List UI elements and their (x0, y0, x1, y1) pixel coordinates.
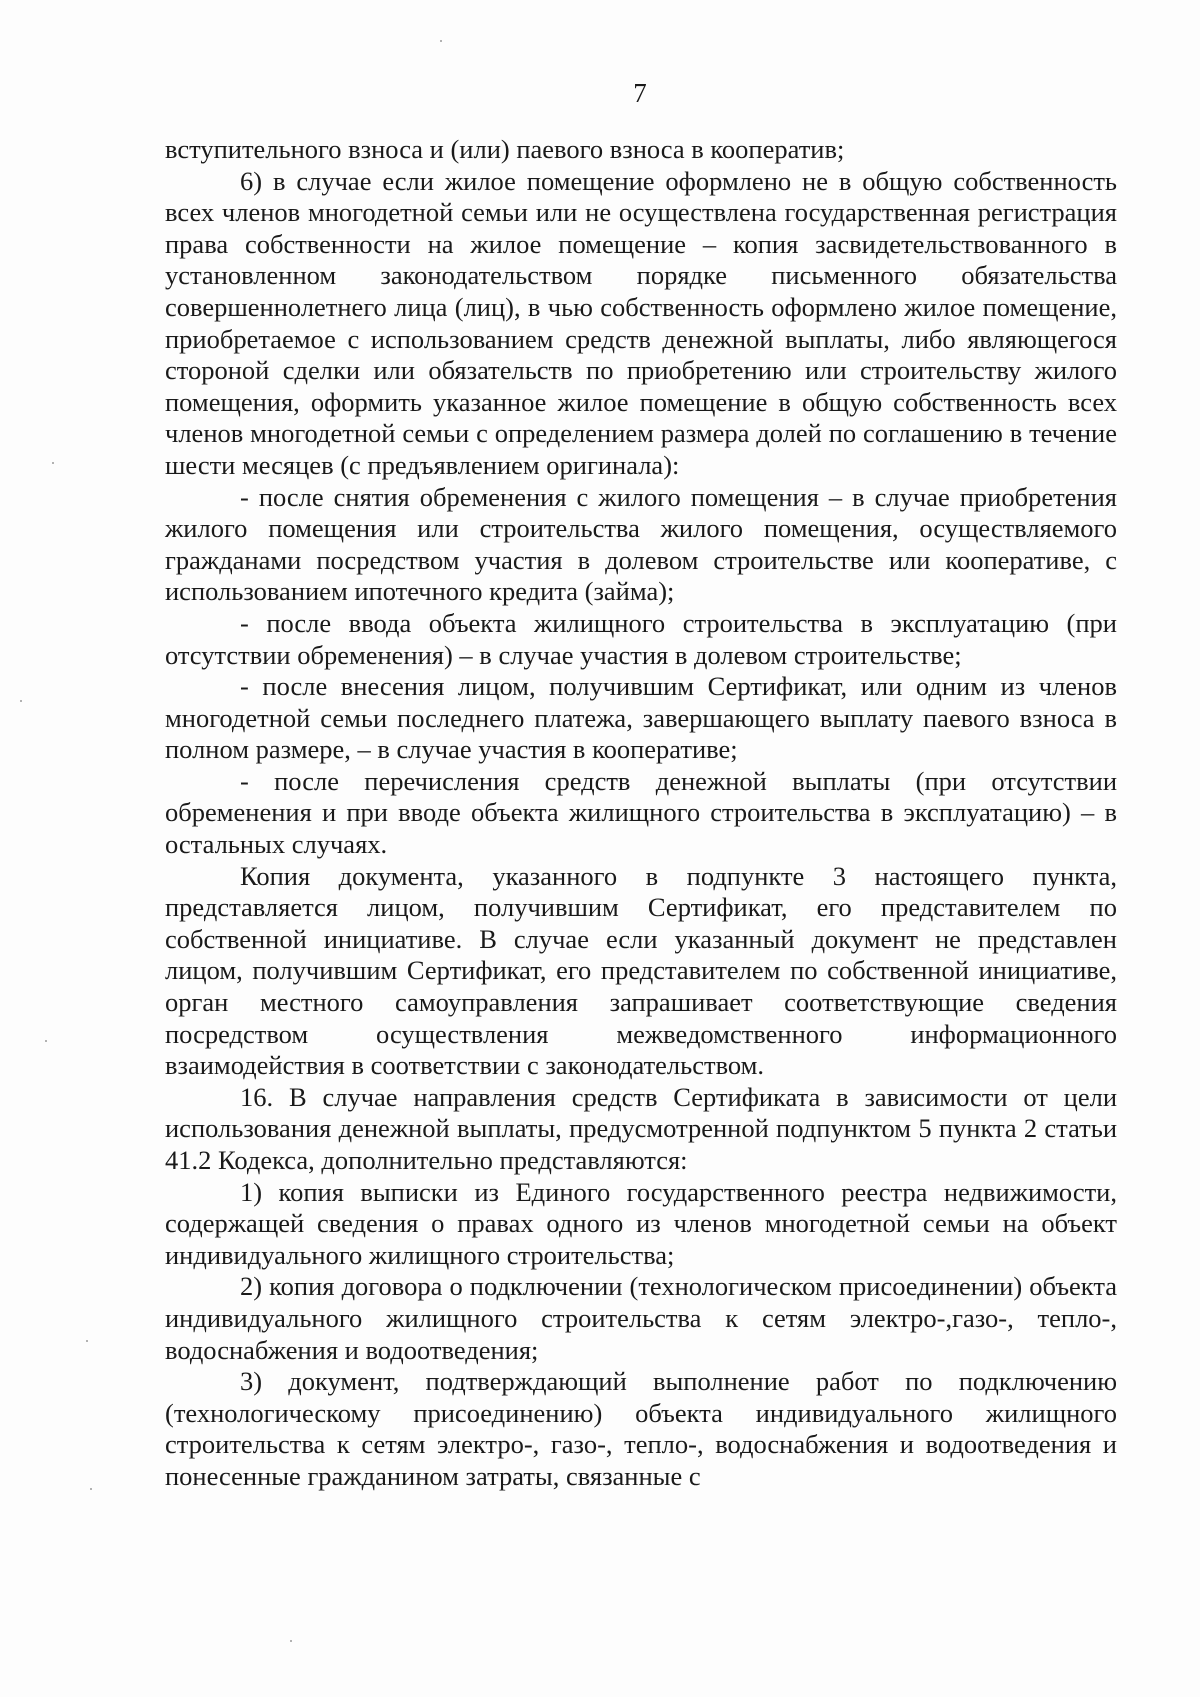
scan-speck (20, 700, 22, 702)
paragraph-item-2: 2) копия договора о подключении (технологическом присоединении) объекта индивидуального жилищного строительства к сетям электро-,газо-, тепло-, водоснабжения и водоотведения; (165, 1271, 1117, 1365)
scan-speck (52, 462, 54, 464)
paragraph-dash-other: - после перечисления средств денежной выплаты (при отсутствии обременения и при вводе объекта жилищного строительства в эксплуатацию) – в остальных случаях. (165, 765, 1117, 860)
scan-speck (45, 1040, 47, 1042)
document-body (165, 134, 1117, 1493)
scan-speck (90, 1488, 92, 1490)
paragraph-dash-cooperative: - после внесения лицом, получившим Сертификат, или одним из членов многодетной семьи последнего платежа, завершающего выплату паевого взноса в полном размере, – в случае участия в кооперативе; (165, 671, 1117, 765)
paragraph-section-16: 16. В случае направления средств Сертификата в зависимости от цели использования денежной выплаты, предусмотренной подпунктом 5 пункта 2 статьи 41.2 Кодекса, дополнительно представляются: (165, 1081, 1117, 1175)
paragraph-dash-mortgage: - после снятия обременения с жилого помещения – в случае приобретения жилого помещения или строительства жилого помещения, осуществляемого гражданами посредством участия в долевом строительстве или кооперативе, с использованием ипотечного кредита (займа); (165, 481, 1117, 607)
paragraph-dash-commissioning: - после ввода объекта жилищного строительства в эксплуатацию (при отсутствии обременения) – в случае участия в долевом строительстве; (165, 607, 1117, 670)
page-number: 7 (633, 78, 647, 108)
scan-speck (290, 1640, 292, 1642)
scan-speck (440, 40, 442, 42)
paragraph-item-3: 3) документ, подтверждающий выполнение работ по подключению (технологическому присоединению) объекта индивидуального жилищного строительства к сетям электро-, газо-, тепло-, водоснабжения и водоотведения и понесенные гражданином затраты, связанные с (165, 1366, 1117, 1491)
paragraph-item-6: 6) в случае если жилое помещение оформлено не в общую собственность всех членов многодетной семьи или не осуществлена государственная регистрация права собственности на жилое помещение – копия засвидетельствованного в установленном законодательством порядке письменного обязательства совершеннолетнего лица (лиц), в чью собственность оформлено жилое помещение, приобретаемое с использованием средств денежной выплаты, либо являющегося стороной сделки или обязательств по приобретению или строительству жилого помещения, оформить указанное жилое помещение в общую собственность всех членов многодетной семьи с определением размера долей по соглашению в течение шести месяцев (с предъявлением оригинала): (165, 165, 1117, 480)
paragraph-item-1: 1) копия выписки из Единого государственного реестра недвижимости, содержащей сведения о правах одного из членов многодетной семьи на объект индивидуального жилищного строительства; (165, 1176, 1117, 1270)
paragraph-document-copy: Копия документа, указанного в подпункте 3 настоящего пункта, представляется лицом, получившим Сертификат, его представителем по собственной инициативе. В случае если указанный документ не представлен лицом, получившим Сертификат, его представителем по собственной инициативе, орган местного самоуправления запрашивает соответствующие сведения посредством осуществления межведомственного информационного взаимодействия в соответствии с законодательством. (165, 860, 1117, 1081)
scan-speck (86, 1340, 88, 1342)
paragraph-continuation: вступительного взноса и (или) паевого взноса в кооператив; (165, 134, 845, 164)
